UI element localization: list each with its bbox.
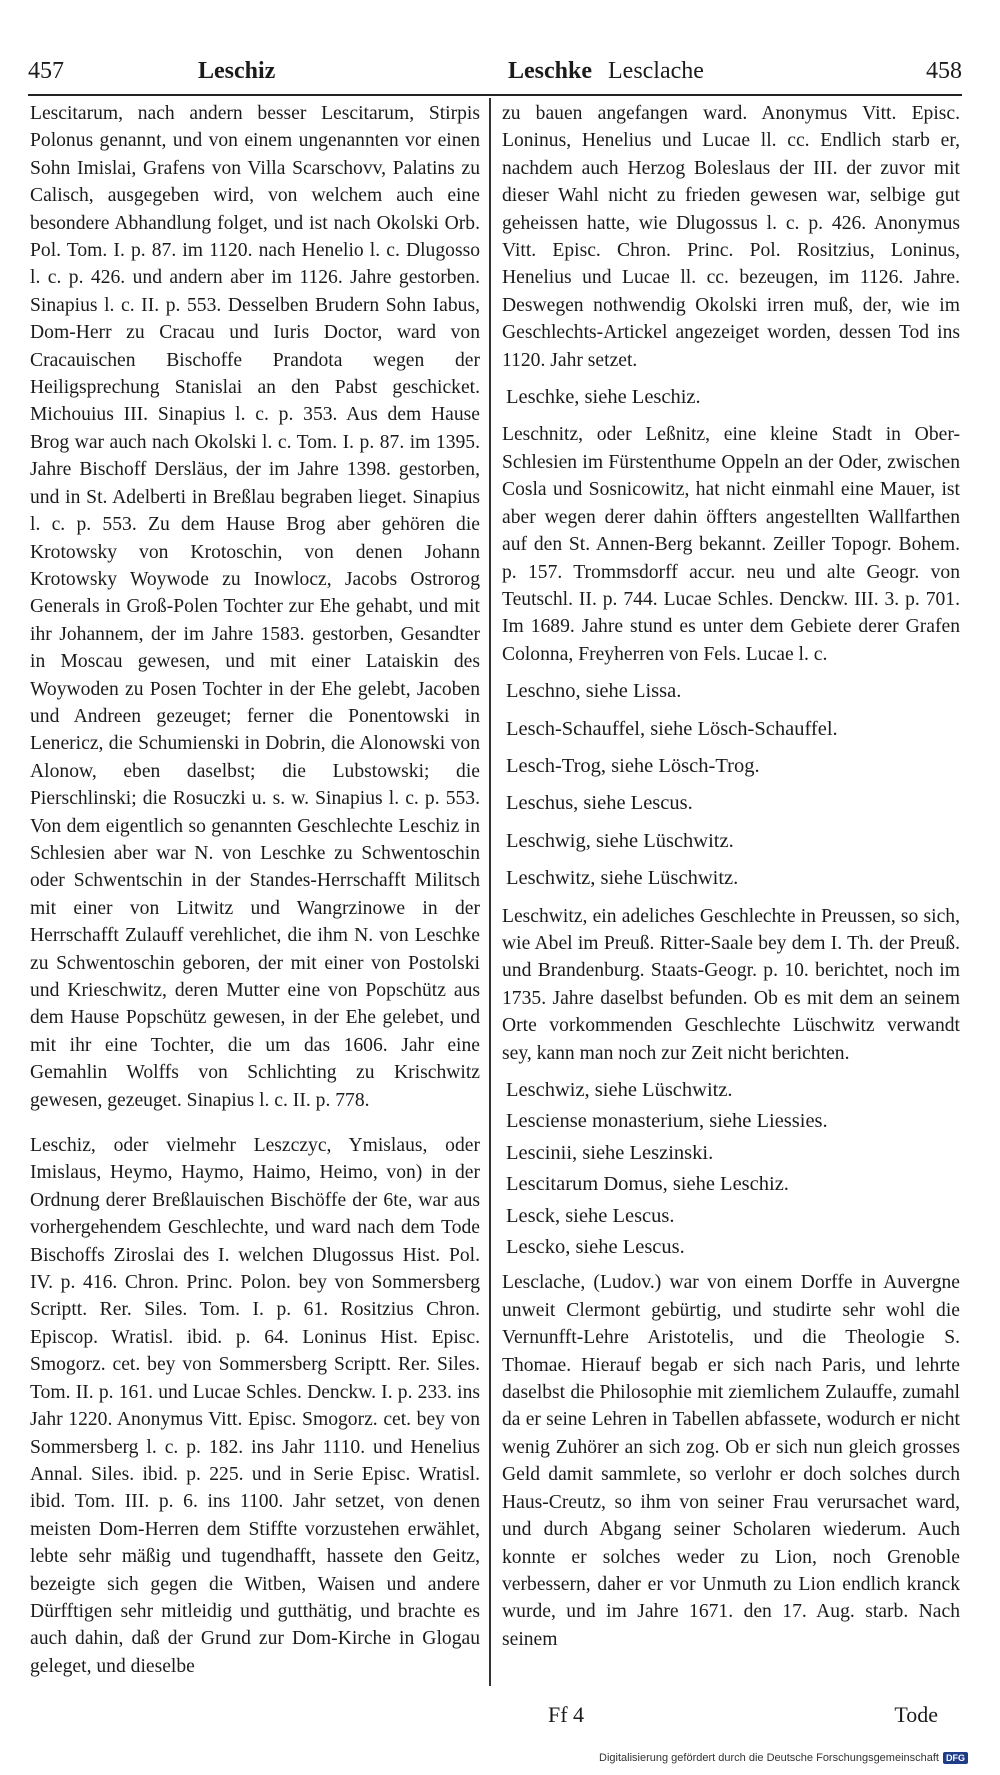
cross-reference: Lescitarum Domus, siehe Leschiz. [506,1173,789,1196]
running-title-right: Lesclache [608,58,704,84]
page-number-right: 458 [926,58,962,84]
header-rule [28,94,962,96]
running-title-left: Leschiz [198,58,276,84]
cross-reference: Leschno, siehe Lissa. [506,680,682,703]
cross-reference: Lesciense monasterium, siehe Liessies. [506,1110,828,1133]
cross-reference: Leschwig, siehe Lüschwitz. [506,829,734,852]
cross-reference: Lescko, siehe Lescus. [506,1236,685,1259]
entry-leschiz-bishop: Leschiz, oder vielmehr Leszczyc, Ymislaus, oder Imislaus, Heymo, Haymo, Haimo, Heimo, von) in der Ordnung derer Breßlauischen Bischöffe der 6te, war aus vorhergehendem Geschlechte, und ward nach dem Tode Bischoffs Ziroslai des I. welchen Dlugossus Hist. Pol. IV. p. 416. Chron. Princ. Polon. bey von Sommersberg Scriptt. Rer. Siles. Tom. I. p. 61. Rositzius Chron. Episcop. Wratisl. ibid. p. 64. Loninus Hist. Episc. Smogorz. cet. bey von Sommersberg Scriptt. Rer. Siles. Tom. II. p. 161. und Lucae Schles. Denckw. I. p. 233. ins Jahr 1220. Anonymus Vitt. Episc. Smogorz. cet. bey von Sommersberg l. c. p. 182. ins Jahr 1110. und Henelius Annal. Siles. ibid. p. 225. und in Serie Episc. Wratisl. ibid. Tom. III. p. 6. ins 1100. Jahr setzet, von denen meisten Dom-Herren dem Stiffte vorzustehen erwählet, lebte sehr mäßig und tugendhafft, hassete den Geitz, bezeigte sich gegen die Witben, Waisen und andere Dürfftigen sehr mitleidig und gutthätig, und brachte es auch dahin, daß der Grund zur Dom-Kirche in Glogau geleget, und dieselbe [30,1135,480,1677]
left-column [30,100,480,1685]
cross-reference: Lesch-Schauffel, siehe Lösch-Schauffel. [506,717,838,740]
page-number-left: 457 [28,58,64,84]
running-title-middle: Leschke [508,58,592,84]
cross-reference: Leschwitz, siehe Lüschwitz. [506,867,739,890]
entry-lesclache: Lesclache, (Ludov.) war von einem Dorffe in Auvergne unweit Clermont gebürtig, und studirte sehr wohl die Vernunfft-Lehre Aristotelis, und die Theologie S. Thomae. Hierauf begab er sich nach Paris, und lehrte daselbst die Philosophie mit ziemlichem Zulauffe, zumahl da er seine Lehren in Tabellen abfassete, wodurch er nicht wenig Zuhörer an sich zog. Ob er sich nun gleich grosses Geld damit sammlete, so verlohr er doch solches durch Haus-Creutz, so ihm von seiner Frau verursachet ward, und durch Abgang seiner Scholaren wiederum. Auch konnte er solches weder zu Lion, noch Grenoble verbessern, daher er vor Unmuth zu Lion endlich kranck wurde, und im Jahre 1671. den 17. Aug. starb. Nach seinem [502,1272,960,1650]
signature-mark: Ff 4 [548,1702,585,1727]
catchword: Tode [894,1702,938,1727]
cross-reference: Leschus, siehe Lescus. [506,792,693,815]
entry-leschwitz: Leschwitz, ein adeliches Geschlechte in Preussen, so sich, wie Abel im Preuß. Ritter-Saale bey dem I. Th. der Preuß. und Brandenburg. Staats-Geogr. p. 10. berichtet, noch im 1735. Jahre daselbst befunden. Ob es mit dem an seinem Orte vorkommenden Geschlechte Lüschwitz verwandt sey, kann man noch zur Zeit nicht berichten. [502,905,960,1064]
cross-reference: Leschke, siehe Leschiz. [506,386,701,409]
column-divider [489,98,491,1686]
credit-text: Digitalisierung gefördert durch die Deutsche Forschungsgemeinschaft [599,1752,939,1764]
cross-reference: Leschwiz, siehe Lüschwitz. [506,1079,733,1101]
right-column [502,100,960,1685]
entry-lescitarum-continued: Lescitarum, nach andern besser Lescitarum, Stirpis Polonus genannt, und von einem ungenannten vor einen Sohn Imislai, Grafens von Villa Scarschovv, Palatins zu Calisch, ausgegeben wird, von welchem auch eine besondere Abhandlung folget, und ist nach Okolski Orb. Pol. Tom. I. p. 87. im 1120. nach Henelio l. c. Dlugosso l. c. p. 426. und andern aber im 1126. Jahre gestorben. Sinapius l. c. II. p. 553. Desselben Brudern Sohn Iabus, Dom-Herr zu Cracau und Iuris Doctor, ward von Cracauischen Bischoffe Prandota wegen der Heiligsprechung Stanislai an den Pabst geschicket. Michouius III. Sinapius l. c. p. 353. Aus dem Hause Brog war auch nach Okolski l. c. Tom. I. p. 87. im 1395. Jahre Bischoff Dersläus, der im Jahre 1398. gestorben, und in St. Adelberti in Breßlau begraben lieget. Sinapius l. c. p. 553. Zu dem Hause Brog aber gehören die Krotowsky von Krotoschin, von denen Johann Krotowsky Woywode zu Inowlocz, Jacobs Ostrorog Generals in Groß-Polen Tochter zur Ehe gehabt, und mit ihr Johannem, der im Jahre 1583. gestorben, Gesandter in Moscau gewesen, und mit einer Lataiskin des Woywoden zu Posen Tochter in der Ehe gelebt, Jacoben und Andreen gezeuget; ferner die Ponentowski in Lenericz, die Schumienski in Dobrin, die Alonowski von Alonow, eben daselbst; die Lubstowski; die Pierschlinski; die Rosuczki u. s. w. Sinapius l. c. p. 553. Von dem eigentlich so genannten Geschlechte Leschiz in Schlesien aber war N. von Leschke zu Schwentoschin oder Schwentschin in der Standes-Herrschafft Militsch mit einer von Litwitz und Wangrzinowe in der Herrschafft Zulauff verehlichet, die ihm N. von Leschke zu Schwentoschin geboren, der mit einer von Postolski und Krieschwitz, deren Mutter eine von Popschütz aus dem Hause Popschütz gewesen, in der Ehe gelebet, und mit ihr eine Tochter, die um das 1606. Jahr eine Gemahlin Wolffs von Schlichting zu Krischwitz gewesen, gezeuget. Sinapius l. c. II. p. 778. [30,103,480,1111]
running-header [28,52,962,92]
cross-reference: Lesch-Trog, siehe Lösch-Trog. [506,754,760,777]
cross-reference: Lescinii, siehe Leszinski. [506,1141,714,1164]
entry-leschiz-continued: zu bauen angefangen ward. Anonymus Vitt. Episc. Loninus, Henelius und Lucae ll. cc. Endlich starb er, nachdem auch Herzog Boleslaus der III. der zuvor mit dieser Wahl nicht zu frieden gewesen war, selbige gut geheissen hatte, wie Dlugossus l. c. p. 426. Anonymus Vitt. Episc. Chron. Princ. Pol. Rositzius, Loninus, Henelius und Lucae ll. cc. bezeugen, im 1126. Jahre. Deswegen nothwendig Okolski irren muß, der, wie im Geschlechts-Artickel angezeiget worden, dessen Tod ins 1120. Jahr setzet. [502,103,960,371]
digitization-credit [599,1752,968,1764]
dfg-logo: DFG [943,1752,968,1764]
cross-reference: Lesck, siehe Lescus. [506,1204,675,1227]
entry-leschnitz: Leschnitz, oder Leßnitz, eine kleine Stadt in Ober-Schlesien im Fürstenthume Oppeln an der Oder, zwischen Cosla und Sosnicowitz, hat nicht einmahl eine Mauer, ist aber wegen derer dahin öffters angestellten Wallfarthen auf den St. Annen-Berg bekannt. Zeiller Topogr. Bohem. p. 157. Trommsdorff accur. neu und alte Geogr. von Teutschl. II. p. 744. Lucae Schles. Denckw. III. 3. p. 701. Im 1689. Jahre stund es unter dem Gebiete derer Grafen Colonna, Freyherren von Fels. Lucae l. c. [502,424,960,665]
